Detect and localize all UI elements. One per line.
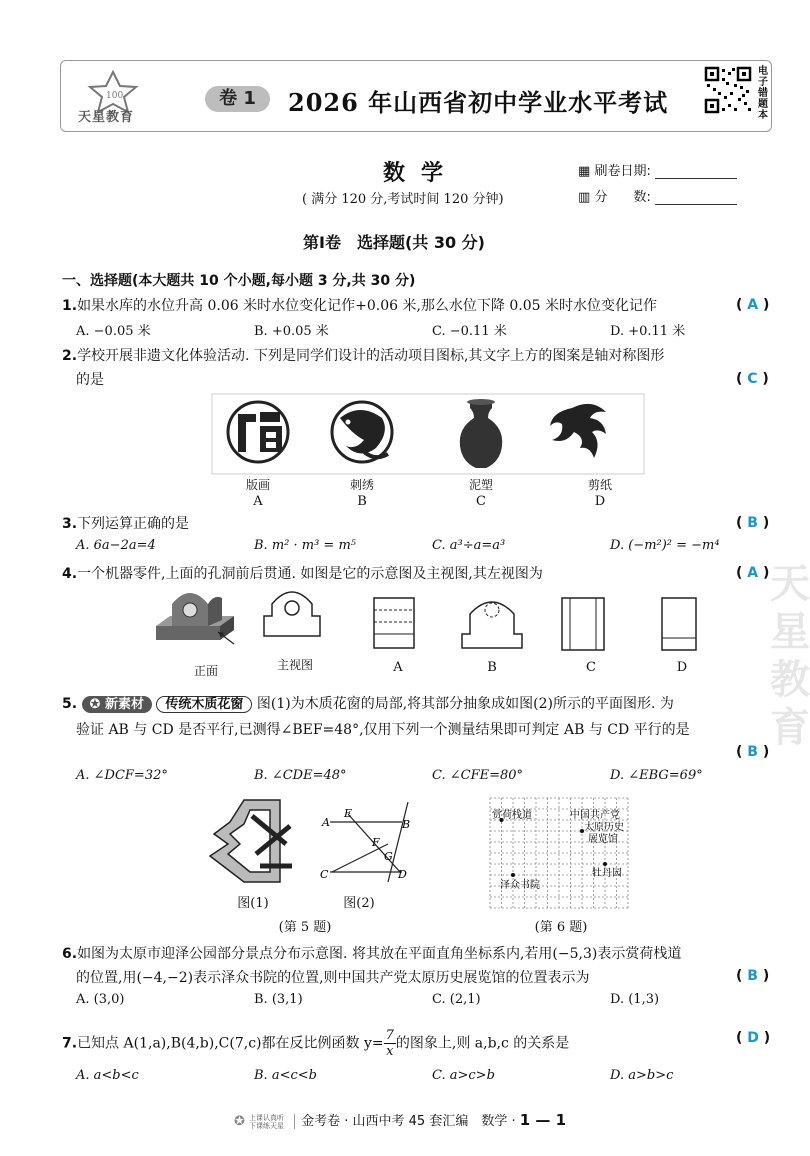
question-number: 2. xyxy=(62,348,78,364)
answer-3: ( B ) xyxy=(736,515,770,531)
fig-1-label: 图(1) xyxy=(237,896,269,911)
fig-letter-d: D xyxy=(676,660,688,675)
answer-6: ( B ) xyxy=(736,968,770,984)
point-d: D xyxy=(398,868,407,881)
qr-label: 电子错题本 xyxy=(758,66,768,121)
question-text-cont: 的位置,用(−4,−2)表示泽众书院的位置,则中国共产党太原历史展览馆的位置表示为 xyxy=(76,970,590,986)
option-c: C. (2,1) xyxy=(432,992,481,1007)
park-map-grid xyxy=(488,796,630,910)
topic-tag: 传统木质花窗 xyxy=(156,696,252,713)
map-label-ccp: 中国共产党 xyxy=(570,810,620,821)
option-c: C. −0.11 米 xyxy=(432,324,507,339)
option-d: D. a>b>c xyxy=(610,1068,674,1083)
question-text-cont: 的图象上,则 a,b,c 的关系是 xyxy=(395,1035,570,1052)
q6-caption: (第 6 题) xyxy=(534,920,588,935)
question-text: 已知点 A(1,a),B(4,b),C(7,c)都在反比例函数 y= xyxy=(77,1035,384,1052)
fraction-denominator: x xyxy=(386,1044,394,1059)
question-number: 3. xyxy=(62,516,78,532)
answer-value: B xyxy=(747,968,758,984)
exam-title: 2026 年山西省初中学业水平考试 xyxy=(288,88,669,117)
question-text: 如图为太原市迎泽公园部分景点分布示意图. 将其放在平面直角坐标系内,若用(−5,3)表示赏荷栈道 xyxy=(77,946,682,962)
question-number: 6. xyxy=(62,946,78,962)
fig-label-a: 版画 xyxy=(245,478,270,492)
geometry-figure xyxy=(318,800,418,884)
score-field xyxy=(578,186,737,205)
q2-figure xyxy=(212,394,644,474)
footer-text: 金考卷 · 山西中考 45 套汇编 数学 · xyxy=(301,1114,520,1129)
question-1 xyxy=(62,296,657,316)
point-f: F xyxy=(372,836,380,849)
answer-value: A xyxy=(747,565,759,581)
question-5 xyxy=(62,694,674,715)
question-text: 学校开展非遗文化体验活动. 下列是同学们设计的活动项目图标,其文字上方的图案是轴对称图形 xyxy=(77,348,665,364)
map-label-academy: 泽众书院 xyxy=(500,880,540,891)
option-a: A. a<b<c xyxy=(76,1068,139,1083)
answer-5: ( B ) xyxy=(736,744,770,760)
option-b: B. +0.05 米 xyxy=(254,324,329,339)
question-number: 1. xyxy=(62,298,78,314)
q4-figure xyxy=(150,586,710,666)
fig-label-b: 刺绣 xyxy=(349,478,374,492)
question-text: 如果水库的水位升高 0.06 米时水位变化记作+0.06 米,那么水位下降 0.05 米时水位变化记作 xyxy=(77,298,658,314)
answer-value: B xyxy=(747,515,758,531)
fig-main-label: 主视图 xyxy=(276,658,313,672)
map-label-peony: 牡丹园 xyxy=(592,868,622,879)
window-lattice-figure xyxy=(200,796,300,886)
question-number: 4. xyxy=(62,566,78,582)
question-6 xyxy=(62,944,681,964)
footer-slogan xyxy=(249,1114,284,1130)
fig-letter-c: C xyxy=(586,660,596,675)
date-label: 刷卷日期: xyxy=(594,164,651,179)
option-d: D. +0.11 米 xyxy=(610,324,686,339)
embroidery-fish-image xyxy=(332,402,392,462)
subject-title: 数学 xyxy=(383,160,460,186)
fig-letter-d: D xyxy=(594,494,606,509)
question-number: 7. xyxy=(62,1035,78,1052)
section-title: 一、选择题(本大题共 10 个小题,每小题 3 分,共 30 分) xyxy=(62,273,416,289)
q5-caption: (第 5 题) xyxy=(278,920,332,935)
map-label-hall: 展览馆 xyxy=(588,834,618,845)
calendar-icon: ▦ xyxy=(578,164,591,179)
option-d: D. ∠EBG=69° xyxy=(610,768,703,783)
answer-value: A xyxy=(747,297,759,313)
question-7 xyxy=(62,1028,569,1059)
new-material-tag xyxy=(82,696,152,713)
point-c: C xyxy=(320,868,329,881)
option-a: A. −0.05 米 xyxy=(76,324,151,339)
answer-value: B xyxy=(747,744,758,760)
answer-value: D xyxy=(747,1030,759,1046)
chart-icon: ▥ xyxy=(578,190,591,205)
question-text-cont: 的是 xyxy=(76,372,104,388)
qr-code-icon[interactable] xyxy=(704,66,752,114)
option-b: B. ∠CDE=48° xyxy=(254,768,347,783)
question-2 xyxy=(62,346,762,366)
answer-2: ( C ) xyxy=(736,371,769,387)
fig-letter-b: B xyxy=(357,494,367,509)
fig-label-d: 剪纸 xyxy=(587,478,612,492)
fig-letter-b: B xyxy=(487,660,497,675)
point-b: B xyxy=(402,818,411,831)
fig-front-label: 正面 xyxy=(193,664,218,678)
question-3 xyxy=(62,514,189,534)
answer-1: ( A ) xyxy=(736,297,770,313)
answer-7: ( D ) xyxy=(736,1030,771,1046)
question-text: 图(1)为木质花窗的局部,将其部分抽象成如图(2)所示的平面图形. 为 xyxy=(256,696,674,712)
option-a: A. 6a−2a=4 xyxy=(76,538,156,553)
footer-star-icon: ✪ xyxy=(233,1114,245,1129)
date-field xyxy=(578,160,737,179)
option-b: B. (3,1) xyxy=(254,992,303,1007)
fig-letter-a: A xyxy=(393,660,403,675)
question-text: 下列运算正确的是 xyxy=(77,516,190,532)
map-label-lotus: 赏荷栈道 xyxy=(492,810,532,821)
question-text-cont: 验证 AB 与 CD 是否平行,已测得∠BEF=48°,仅用下列一个测量结果即可判定 AB 与 CD 平行的是 xyxy=(76,722,690,738)
logo-text: 天星教育 xyxy=(78,110,135,125)
option-a: A. ∠DCF=32° xyxy=(76,768,168,783)
volume-badge: 卷 1 xyxy=(205,86,270,112)
part-title: 第Ⅰ卷 选择题(共 30 分) xyxy=(303,233,485,252)
fraction-numerator: 7 xyxy=(385,1028,394,1043)
score-blank[interactable] xyxy=(655,190,737,205)
watermark: 天星教育 xyxy=(770,561,810,751)
tag-text: 新素材 xyxy=(104,697,144,712)
answer-value: C xyxy=(747,371,758,387)
svg-text:100: 100 xyxy=(106,91,124,101)
map-label-taiyuan: 太原历史 xyxy=(584,822,624,833)
fraction xyxy=(384,1028,396,1059)
option-c: C. a>c>b xyxy=(432,1068,495,1083)
date-blank[interactable] xyxy=(655,164,737,179)
fig-2-label: 图(2) xyxy=(343,896,375,911)
fig-label-c: 泥塑 xyxy=(468,478,493,492)
page-number: 1 — 1 xyxy=(519,1111,567,1129)
point-g: G xyxy=(384,850,393,863)
footer-slogan-1: 上课认真听 xyxy=(248,1113,284,1122)
question-number: 5. xyxy=(62,696,78,712)
fig-letter-a: A xyxy=(253,494,263,509)
option-d: D. (−m²)² = −m⁴ xyxy=(610,538,720,553)
print-fu-image xyxy=(228,402,288,462)
option-b: B. a<c<b xyxy=(254,1068,317,1083)
answer-4: ( A ) xyxy=(736,565,770,581)
score-label: 分 数: xyxy=(594,190,651,205)
option-d: D. (1,3) xyxy=(610,992,660,1007)
machine-part-image xyxy=(156,593,234,644)
footer-slogan-2: 下课练天星 xyxy=(248,1121,284,1130)
exam-note: ( 满分 120 分,考试时间 120 分钟) xyxy=(302,192,504,207)
point-a: A xyxy=(322,816,330,829)
footer xyxy=(0,1110,800,1130)
fig-letter-c: C xyxy=(476,494,486,509)
option-c: C. a³÷a=a³ xyxy=(432,538,506,553)
option-a: A. (3,0) xyxy=(76,992,125,1007)
point-e: E xyxy=(344,807,353,820)
question-text: 一个机器零件,上面的孔洞前后贯通. 如图是它的示意图及主视图,其左视图为 xyxy=(77,566,543,582)
option-b: B. m² · m³ = m⁵ xyxy=(254,538,356,553)
question-4 xyxy=(62,564,543,584)
option-c: C. ∠CFE=80° xyxy=(432,768,524,783)
star-icon: ✪ xyxy=(89,697,105,712)
